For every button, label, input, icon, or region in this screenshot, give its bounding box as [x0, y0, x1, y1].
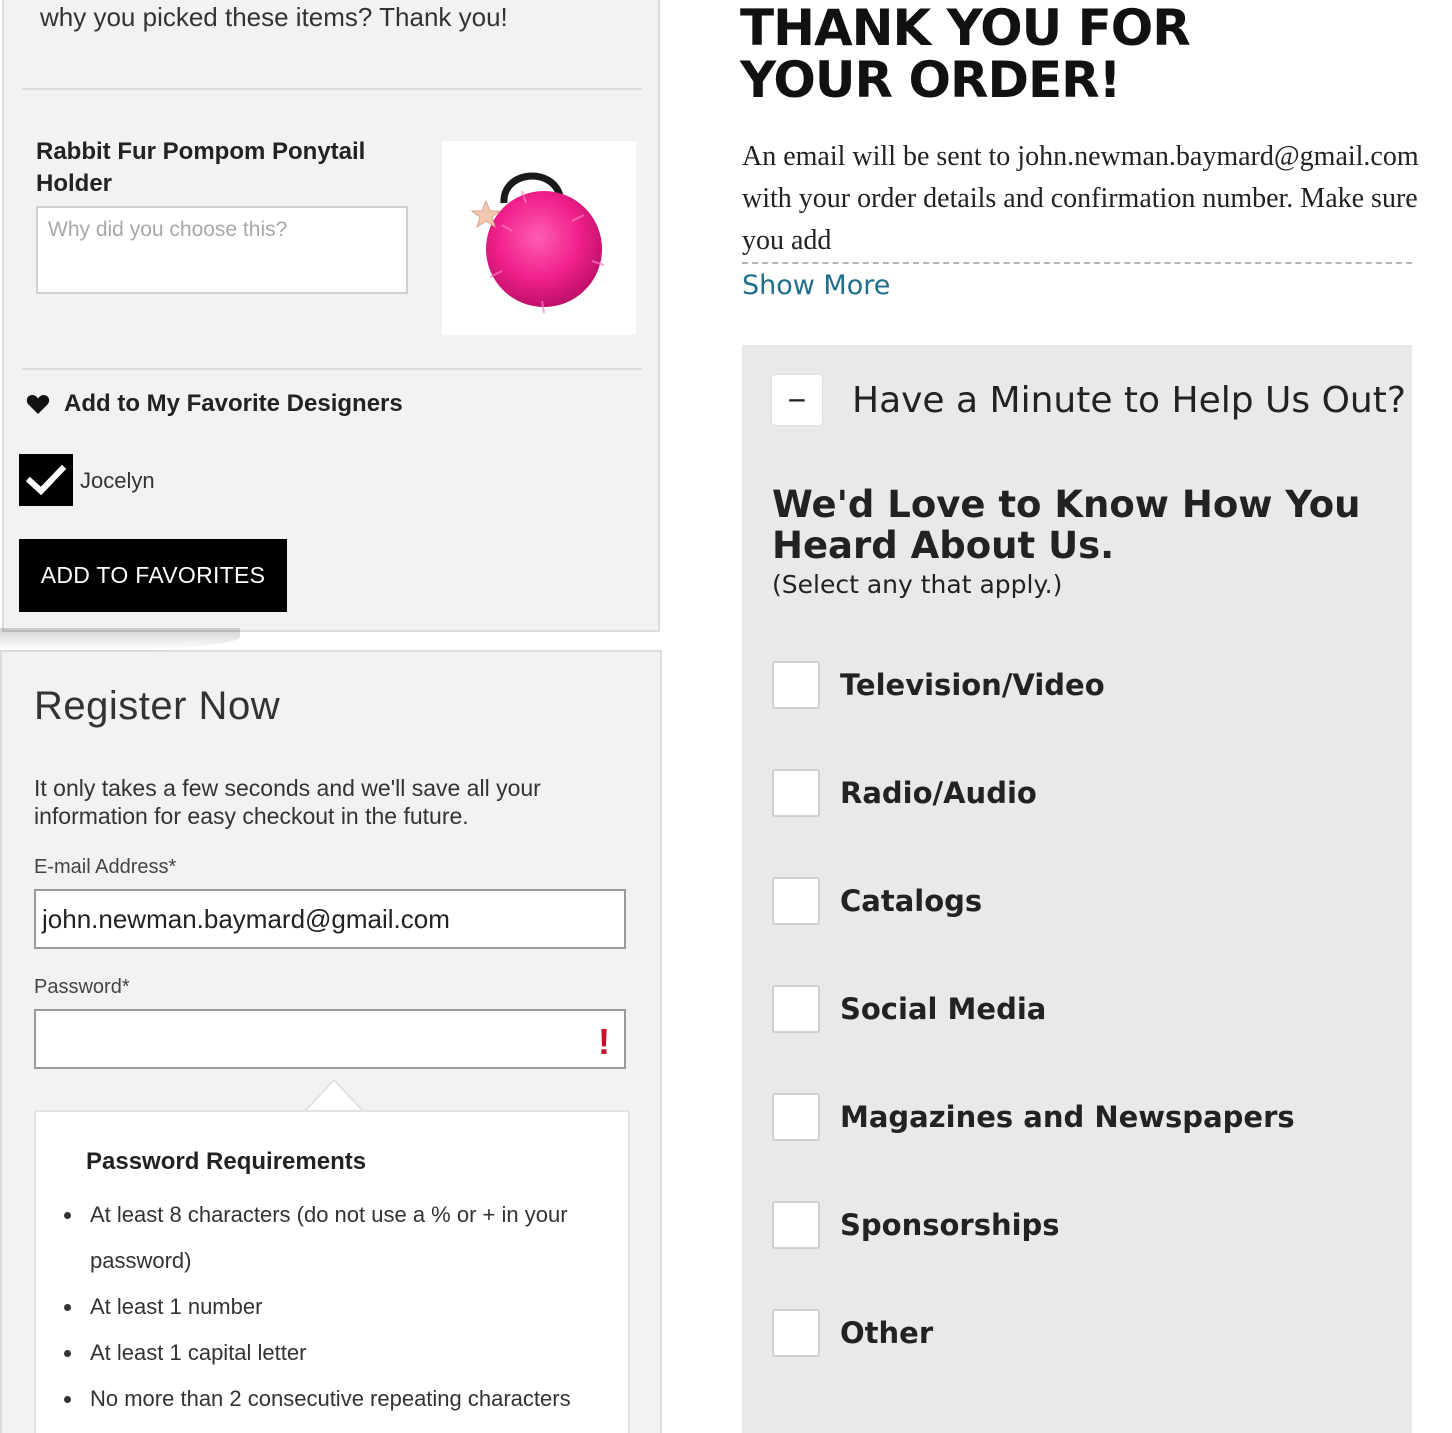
- card-shadow: [0, 628, 240, 650]
- truncate-divider: [742, 262, 1412, 264]
- heart-icon: [26, 393, 50, 415]
- why-choose-placeholder: Why did you choose this?: [48, 218, 288, 241]
- requirement-item: At least 8 characters (do not use a % or + in your password): [60, 1192, 620, 1284]
- option-label: Radio/Audio: [840, 776, 1037, 810]
- survey-question: We'd Love to Know How You Heard About Us.: [772, 483, 1361, 567]
- designer-name: Jocelyn: [80, 468, 155, 493]
- checkmark-icon: [26, 463, 66, 497]
- register-description: It only takes a few seconds and we'll save all your information for easy checkout in the future.: [34, 775, 541, 829]
- option-checkbox-sponsorships[interactable]: [772, 1201, 820, 1249]
- divider: [22, 88, 642, 90]
- order-confirmation-title: [740, 0, 1190, 109]
- option-checkbox-magazines[interactable]: [772, 1093, 820, 1141]
- requirement-item: No more than 2 consecutive repeating characters: [60, 1376, 620, 1422]
- option-label: Magazines and Newspapers: [840, 1100, 1295, 1134]
- confirmation-message: An email will be sent to john.newman.baymard@gmail.com with your order details and confirmation number. Make sure you add: [742, 141, 1419, 256]
- option-label: Television/Video: [840, 668, 1105, 702]
- tooltip-arrow: [304, 1080, 364, 1112]
- designer-checkbox[interactable]: [19, 454, 73, 506]
- option-label: Sponsorships: [840, 1208, 1060, 1242]
- title-line-1: THANK YOU FOR: [740, 0, 1190, 57]
- product-name: Rabbit Fur Pompom Ponytail Holder: [36, 138, 366, 197]
- option-checkbox-radio[interactable]: [772, 769, 820, 817]
- collapse-button[interactable]: −: [772, 375, 822, 425]
- option-checkbox-other[interactable]: [772, 1309, 820, 1357]
- alert-icon: !: [598, 1021, 610, 1062]
- feedback-intro-text: why you picked these items? Thank you!: [40, 2, 508, 32]
- pompom-image: [442, 141, 636, 335]
- option-label: Catalogs: [840, 884, 983, 918]
- password-requirements-list: [60, 1192, 620, 1422]
- favorite-designers-heading: Add to My Favorite Designers: [64, 390, 403, 417]
- survey-hint: (Select any that apply.): [772, 570, 1063, 599]
- register-title: Register Now: [34, 684, 281, 728]
- show-more-link[interactable]: Show More: [742, 270, 891, 301]
- password-field[interactable]: [34, 1009, 626, 1069]
- add-favorite-designers: [26, 390, 403, 418]
- password-requirements-title: Password Requirements: [86, 1148, 367, 1175]
- title-line-2: YOUR ORDER!: [740, 51, 1121, 109]
- option-checkbox-social-media[interactable]: [772, 985, 820, 1033]
- requirement-item: At least 1 capital letter: [60, 1330, 620, 1376]
- email-field[interactable]: [34, 889, 626, 949]
- survey-title: Have a Minute to Help Us Out?: [852, 380, 1406, 421]
- password-label: Password*: [34, 976, 130, 998]
- divider: [22, 368, 642, 370]
- option-checkbox-catalogs[interactable]: [772, 877, 820, 925]
- option-label: Social Media: [840, 992, 1047, 1026]
- requirement-item: At least 1 number: [60, 1284, 620, 1330]
- option-checkbox-television[interactable]: [772, 661, 820, 709]
- add-to-favorites-button[interactable]: ADD TO FAVORITES: [19, 539, 287, 612]
- product-image: [442, 141, 636, 335]
- why-choose-input[interactable]: [36, 206, 408, 294]
- option-label: Other: [840, 1316, 934, 1350]
- email-label: E-mail Address*: [34, 856, 177, 878]
- email-value: john.newman.baymard@gmail.com: [42, 903, 450, 934]
